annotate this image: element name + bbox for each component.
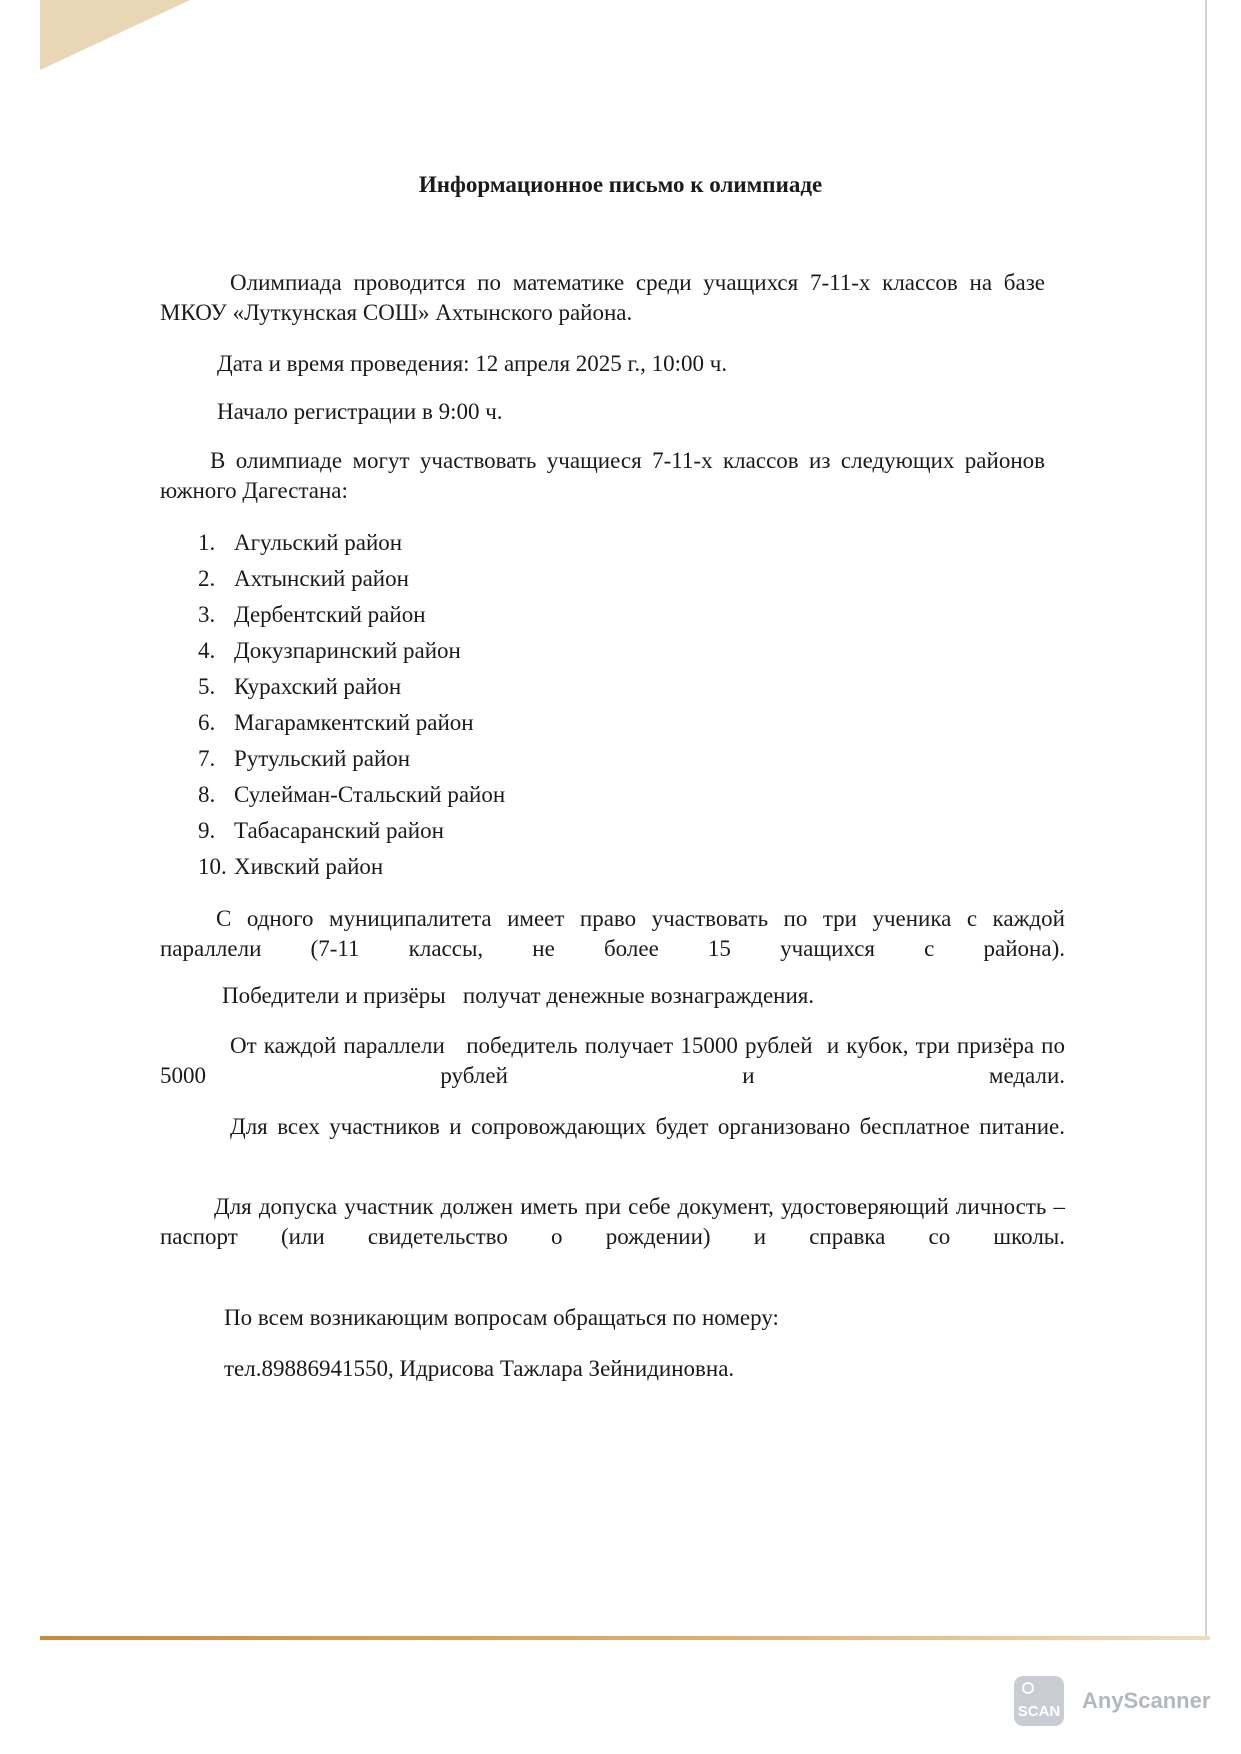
district-list-item [198,528,505,564]
district-number: 7. [198,746,216,771]
district-number: 9. [198,818,216,843]
district-name: Сулейман-Стальский район [234,782,506,807]
contact-intro-line: По всем возникающим вопросам обращаться по номеру: [224,1305,779,1330]
district-number: 4. [198,638,216,663]
district-number: 3. [198,602,216,627]
district-name: Хивский район [234,854,384,879]
scan-logo-icon [1014,1676,1064,1726]
intro-paragraph: Олимпиада проводится по математике среди учащихся 7-11-х классов на базе МКОУ «Луткунская СОШ» Ахтынского района. [160,270,1045,325]
watermark-brand: AnyScanner [1082,1688,1211,1713]
district-list [198,528,505,888]
paper-right-edge [1205,0,1207,1640]
lens-icon [1022,1682,1034,1694]
participants-intro: В олимпиаде могут участвовать учащиеся 7-11-х классов из следующих районов южного Дагестана: [160,448,1045,503]
district-list-item [198,780,505,816]
district-name: Рутульский район [234,746,411,771]
documents-paragraph: Для допуска участник должен иметь при себе документ, удостоверяющий личность – паспорт (или свидетельство о рождении) и справка со школы. [160,1194,1065,1249]
prizes-line: Победители и призёры получат денежные вознаграждения. [222,983,815,1008]
district-name: Дербентский район [234,602,426,627]
district-number: 10. [198,854,227,879]
district-list-item [198,852,505,888]
district-list-item [198,744,505,780]
paper-corner-fold [40,0,190,70]
meals-paragraph: Для всех участников и сопровождающих будет организовано бесплатное питание. [230,1114,1065,1139]
district-list-item [198,564,505,600]
district-number: 1. [198,530,216,555]
document-title: Информационное письмо к олимпиаде [418,172,823,197]
district-name: Докузпаринский район [234,638,461,663]
anyscanner-watermark [1014,1676,1210,1726]
district-name: Магарамкентский район [234,710,474,735]
district-list-item [198,672,505,708]
datetime-line: Дата и время проведения: 12 апреля 2025 г., 10:00 ч. [217,351,728,376]
district-name: Табасаранский район [234,818,444,843]
district-number: 6. [198,710,216,735]
district-number: 2. [198,566,216,591]
district-list-item [198,600,505,636]
district-name: Агульский район [234,530,403,555]
district-name: Ахтынский район [234,566,409,591]
district-number: 5. [198,674,216,699]
district-list-item [198,708,505,744]
prize-details-paragraph: От каждой параллели победитель получает 15000 рублей и кубок, три призёра по 5000 рублей и медали. [160,1033,1071,1088]
contact-line: тел.89886941550, Идрисова Тажлара Зейнидиновна. [224,1356,735,1381]
district-list-item [198,816,505,852]
district-name: Курахский район [234,674,402,699]
scan-badge-label: SCAN [1017,1703,1061,1720]
district-number: 8. [198,782,216,807]
paper-bottom-edge [40,1636,1210,1640]
quota-paragraph: С одного муниципалитета имеет право участвовать по три ученика с каждой параллели (7-11 классы, не более 15 учащихся с района). [160,906,1065,961]
registration-line: Начало регистрации в 9:00 ч. [217,399,503,424]
district-list-item [198,636,505,672]
